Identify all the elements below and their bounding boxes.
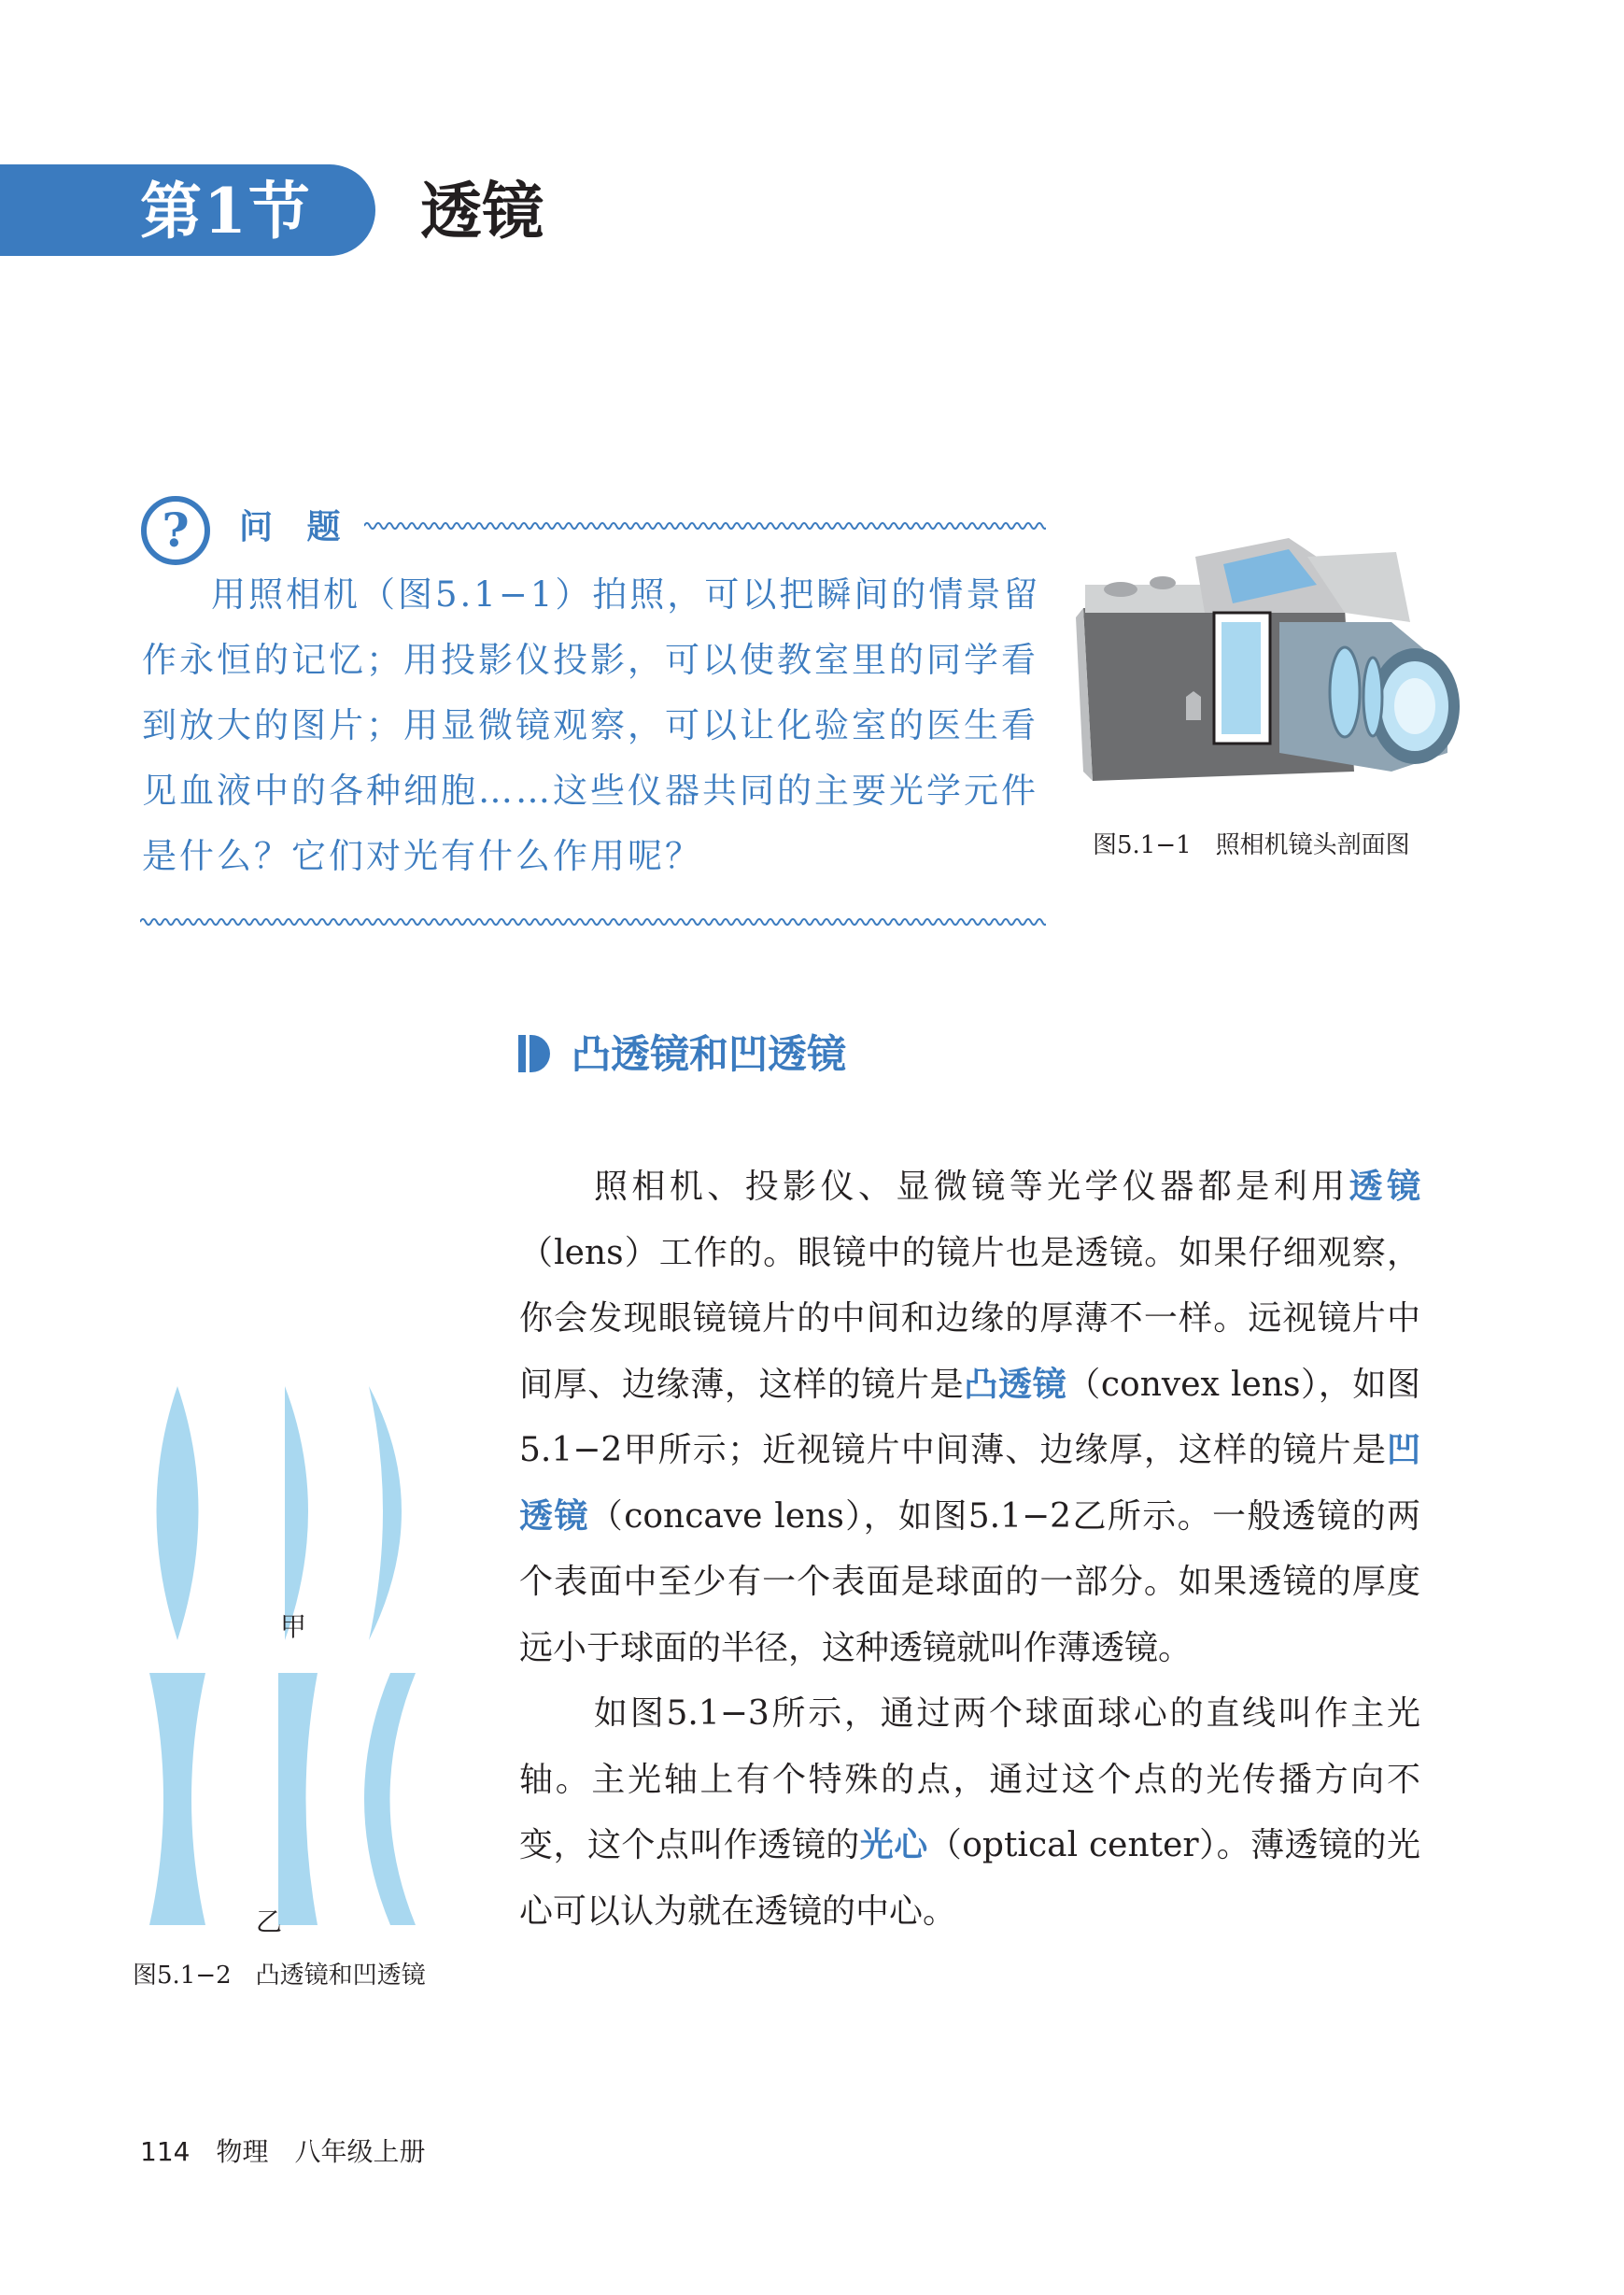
page-footer: 114 物理 八年级上册 [140,2136,426,2167]
chapter-number: 第1节 [140,175,312,248]
question-text: 用照相机（图5.1−1）拍照，可以把瞬间的情景留作永恒的记忆；用投影仪投影，可以使教室里的同学看到放大的图片；用显微镜观察，可以让化验室的医生看见血液中的各种细胞……这些仪器共同的主要光学元件是什么？它们对光有什么作用呢？ [142,574,1041,876]
paragraph-1-text-b: （lens）工作的。眼镜中的镜片也是透镜。如果仔细观察，你会发现眼镜镜片的中间和边缘的厚薄不一样。远视镜片中间厚、边缘薄，这样的镜片是 [519,1233,1420,1404]
paragraph-1-text-d: （concave lens），如图5.1−2乙所示。一般透镜的两个表面中至少有一个表面是球面的一部分。如果透镜的厚度远小于球面的半径，这种透镜就叫作薄透镜。 [519,1496,1420,1667]
svg-text:?: ? [162,503,190,558]
section-marker-icon [518,1035,550,1072]
lens-types-illustration [140,1369,448,1939]
plano-concave-lens [278,1673,318,1925]
paragraph-2-text-a: 如图5.1−3所示，通过两个球面球心的直线叫作主光轴。主光轴上有个特殊的点，通过这个点的光传播方向不变，这个点叫作透镜的 [519,1694,1420,1864]
term-concave-lens: 凹透镜 [519,1431,1420,1536]
paragraph-1-text-a: 照相机、投影仪、显微镜等光学仪器都是利用 [594,1168,1349,1206]
body-text [519,1155,1420,1945]
section-title: 凸透镜和凹透镜 [572,1031,847,1077]
wavy-divider-bottom [140,915,1046,928]
paragraph-1-text-c: （convex lens），如图5.1−2甲所示；近视镜片中间薄、边缘厚，这样的镜片是 [519,1365,1420,1469]
question-label: 问 题 [239,508,352,546]
paragraph-1 [519,1155,1420,1681]
paragraph-2 [519,1681,1420,1945]
question-icon [140,495,211,566]
figure-caption-lenses: 图5.1−2 凸透镜和凹透镜 [133,1962,426,1990]
plano-convex-lens [285,1386,308,1640]
wavy-divider-top [364,519,1046,532]
label-convex-group: 甲 [280,1611,307,1642]
concave-meniscus-lens [364,1673,416,1925]
term-convex-lens: 凸透镜 [964,1365,1067,1404]
figure-caption-camera: 图5.1−1 照相机镜头剖面图 [1093,831,1410,859]
camera-cutaway-illustration [1074,519,1466,800]
convex-meniscus-lens [369,1386,402,1640]
term-lens: 透镜 [1349,1168,1420,1206]
paragraph-2-text-b: （optical center）。薄透镜的光心可以认为就在透镜的中心。 [519,1826,1420,1931]
biconvex-lens [157,1386,199,1640]
label-concave-group: 乙 [256,1906,283,1937]
chapter-title: 透镜 [420,175,544,248]
term-optical-center: 光心 [859,1826,928,1864]
biconcave-lens [149,1673,205,1925]
